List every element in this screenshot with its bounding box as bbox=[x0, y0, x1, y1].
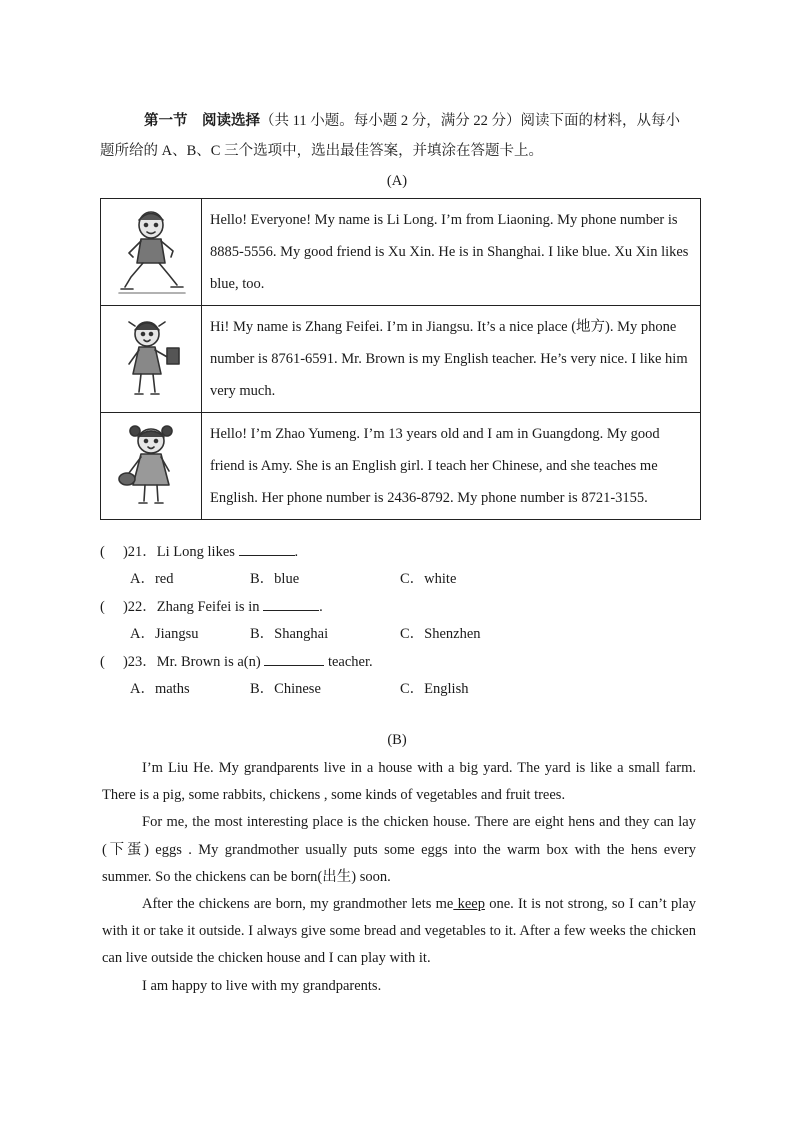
paragraph-3 bbox=[102, 891, 696, 973]
question-suffix: . bbox=[294, 544, 299, 560]
option-c: C．white bbox=[400, 571, 457, 587]
paragraph-4: I am happy to live with my grandparents. bbox=[142, 977, 382, 994]
option-b: B．Chinese bbox=[250, 681, 321, 697]
question-22 bbox=[100, 595, 323, 616]
section-title: 第一节 阅读选择 bbox=[144, 113, 260, 129]
paragraph-1: I’m Liu He. My grandparents live in a house with a big yard. The yard is like a small farm. There is a pig, some rabbits, chickens , some kinds of vegetables and fruit trees. bbox=[102, 760, 696, 804]
answer-blank bbox=[263, 598, 319, 611]
picture-cell bbox=[101, 413, 202, 520]
picture-cell bbox=[101, 306, 202, 413]
underlined-keyword: keep bbox=[453, 896, 485, 913]
answer-blank bbox=[239, 543, 295, 556]
question-stem: ( )23．Mr. Brown is a(n) bbox=[100, 654, 265, 670]
option-a: A．red bbox=[130, 571, 174, 587]
part-a-heading: (A) bbox=[386, 173, 408, 189]
answer-blank bbox=[264, 653, 324, 666]
option-c: C．Shenzhen bbox=[400, 626, 481, 642]
boy-figure-icon bbox=[111, 205, 191, 295]
intro-li-long: Hello! Everyone! My name is Li Long. I’m from Liaoning. My phone number is 8885-5556. My good friend is Xu Xin. He is in Shanghai. I like blue. Xu Xin likes blue, too. bbox=[202, 199, 701, 306]
option-a: A．Jiangsu bbox=[130, 626, 199, 642]
section-instructions bbox=[100, 106, 700, 166]
instruction-line2: 题所给的 A、B、C 三个选项中，选出最佳答案，并填涂在答题卡上。 bbox=[100, 143, 544, 159]
question-stem: ( )21．Li Long likes bbox=[100, 544, 239, 560]
paragraph-2: For me, the most interesting place is the chicken house. There are eight hens and they can lay (下蛋) eggs . My grandmother usually puts some eggs into the warm box with the hens every summer. So the chickens can be born(出生) soon. bbox=[102, 814, 696, 885]
question-suffix: teacher. bbox=[324, 654, 373, 670]
picture-cell bbox=[101, 199, 202, 306]
people-table bbox=[100, 198, 701, 520]
intro-zhang-feifei: Hi! My name is Zhang Feifei. I’m in Jiangsu. It’s a nice place (地方). My phone number is 8761-6591. Mr. Brown is my English teacher. He’s very nice. I like him very much. bbox=[202, 306, 701, 413]
option-b: B．blue bbox=[250, 571, 300, 587]
option-a: A．maths bbox=[130, 681, 190, 697]
option-b: B．Shanghai bbox=[250, 626, 329, 642]
table-row bbox=[101, 199, 701, 306]
table-row bbox=[101, 413, 701, 520]
option-c: C．English bbox=[400, 681, 469, 697]
instruction-line1: （共 11 小题。每小题 2 分，满分 22 分）阅读下面的材料，从每小 bbox=[260, 113, 680, 129]
question-stem: ( )22．Zhang Feifei is in bbox=[100, 599, 264, 615]
question-23 bbox=[100, 650, 373, 671]
question-21 bbox=[100, 540, 298, 561]
paragraph-3-rest: one. It is not strong, so I can’t play with it or take it outside. I always give some bread and vegetables to it. After a few weeks the chicken can live outside the chicken house and I can play with it. bbox=[102, 896, 697, 967]
girl-with-pigtails-icon bbox=[111, 419, 191, 509]
passage-b bbox=[102, 755, 696, 1000]
intro-zhao-yumeng: Hello! I’m Zhao Yumeng. I’m 13 years old and I am in Guangdong. My good friend is Amy. She is an English girl. I teach her Chinese, and she teaches me English. Her phone number is 2436-8792. My phone number is 8721-3155. bbox=[202, 413, 701, 520]
paragraph-3-start: After the chickens are born, my grandmother lets me bbox=[142, 896, 454, 913]
table-row bbox=[101, 306, 701, 413]
girl-with-book-icon bbox=[111, 312, 191, 402]
question-suffix: . bbox=[319, 599, 323, 615]
part-b-heading: (B) bbox=[387, 732, 407, 748]
